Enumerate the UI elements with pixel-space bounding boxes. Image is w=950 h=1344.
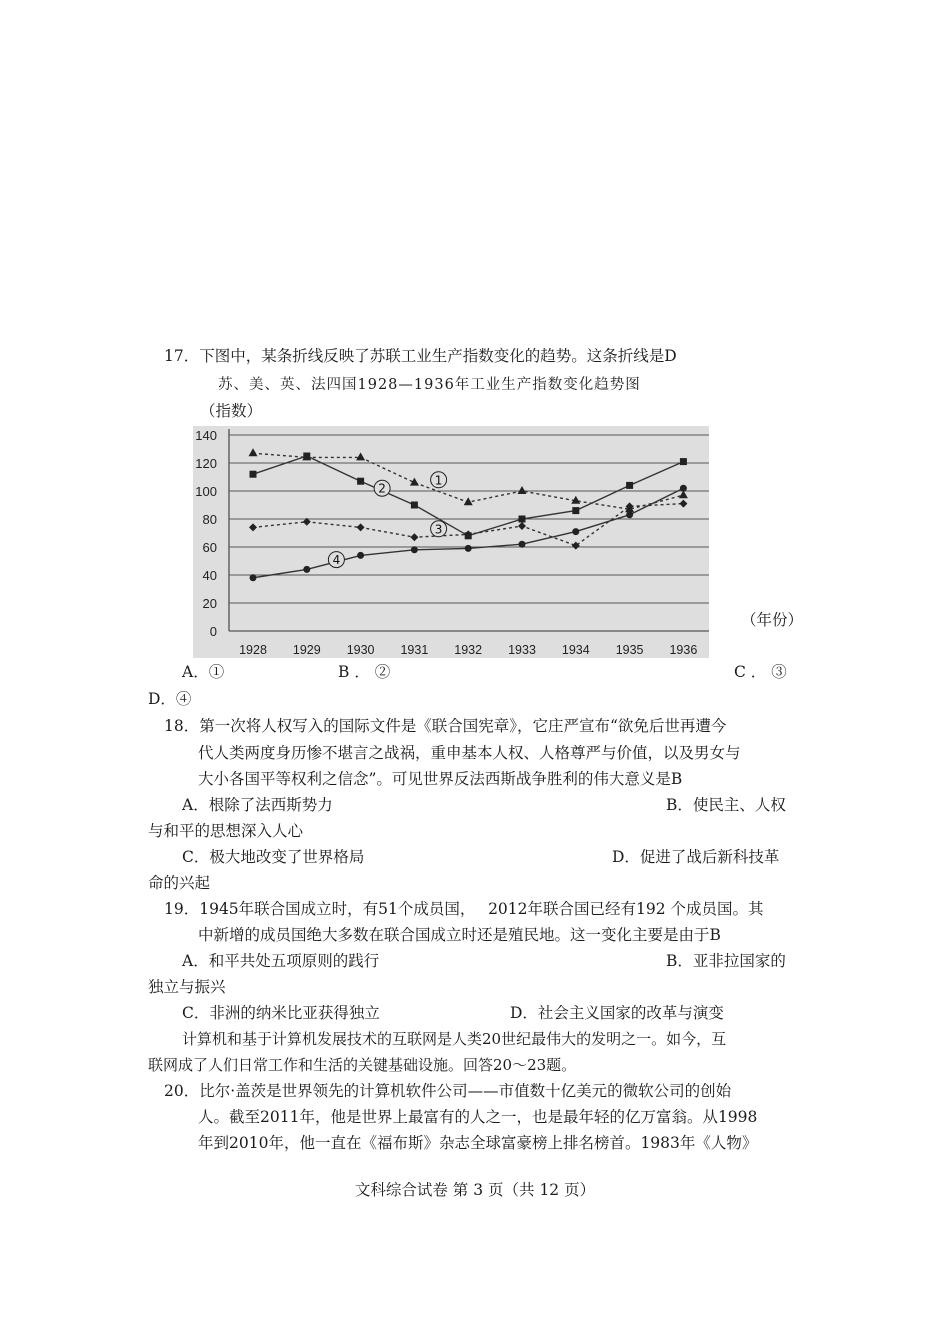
x-tick-label: 1932 bbox=[454, 643, 483, 657]
data-point bbox=[519, 541, 526, 548]
y-tick-label: 0 bbox=[209, 624, 217, 639]
y-tick-label: 140 bbox=[195, 428, 217, 443]
y-tick-label: 80 bbox=[202, 512, 217, 527]
q19-option-b-continued: 独立与振兴 bbox=[148, 978, 226, 996]
data-point bbox=[572, 528, 579, 535]
q18-option-b-continued: 与和平的思想深入人心 bbox=[148, 822, 304, 840]
q18-line-3: 大小各国平等权利之信念”。可见世界反法西斯战争胜利的伟大意义是B bbox=[198, 770, 683, 788]
data-point bbox=[303, 566, 310, 573]
y-tick-label: 20 bbox=[202, 596, 217, 611]
x-tick-label: 1928 bbox=[239, 643, 267, 657]
y-axis-unit: （指数） bbox=[200, 402, 263, 420]
q17-stem: 17．下图中，某条折线反映了苏联工业生产指数变化的趋势。这条折线是D bbox=[164, 347, 677, 365]
data-point bbox=[250, 471, 257, 478]
data-point bbox=[411, 502, 418, 509]
q20-line-2: 人。截至2011年，他是世界上最富有的人之一，也是最年轻的亿万富翁。从1998 bbox=[198, 1108, 758, 1126]
q19-option-d[interactable]: D．社会主义国家的改革与演变 bbox=[510, 1004, 724, 1022]
q18-option-d-continued: 命的兴起 bbox=[148, 874, 211, 892]
passage-line-1: 计算机和基于计算机发展技术的互联网是人类20世纪最伟大的发明之一。如今，互 bbox=[182, 1030, 727, 1048]
x-tick-label: 1931 bbox=[400, 643, 429, 657]
q19-line-1: 19．1945年联合国成立时，有51个成员国， 2012年联合国已经有192 个成员国。其 bbox=[164, 900, 764, 918]
q20-line-3: 年到2010年，他一直在《福布斯》杂志全球富豪榜上排名榜首。1983年《人物》 bbox=[198, 1134, 758, 1152]
series-label: 1 bbox=[434, 473, 443, 488]
data-point bbox=[411, 546, 418, 553]
y-tick-label: 60 bbox=[202, 540, 217, 555]
x-tick-label: 1929 bbox=[292, 643, 321, 657]
industrial-index-chart bbox=[193, 426, 709, 658]
x-axis-unit: （年份） bbox=[741, 611, 804, 629]
page-footer: 文科综合试卷 第 3 页（共 12 页） bbox=[354, 1181, 596, 1199]
data-point bbox=[465, 545, 472, 552]
y-tick-label: 100 bbox=[195, 484, 217, 499]
x-tick-label: 1935 bbox=[615, 643, 644, 657]
data-point bbox=[572, 507, 579, 514]
data-point bbox=[680, 458, 687, 465]
q18-line-2: 代人类两度身历惨不堪言之战祸，重申基本人权、人格尊严与价值，以及男女与 bbox=[198, 744, 741, 762]
q19-option-a[interactable]: A．和平共处五项原则的践行 bbox=[182, 952, 380, 970]
q18-option-d[interactable]: D．促进了战后新科技革 bbox=[612, 848, 780, 866]
x-tick-label: 1934 bbox=[561, 643, 590, 657]
series-label: 3 bbox=[434, 522, 443, 537]
series-label: 4 bbox=[332, 553, 341, 568]
chart-title: 苏、美、英、法四国1928—1936年工业生产指数变化趋势图 bbox=[218, 377, 641, 393]
q17-option-b[interactable]: B ． ② bbox=[338, 663, 391, 681]
q18-line-1: 18．第一次将人权写入的国际文件是《联合国宪章》，它庄严宣布“欲免后世再遭今 bbox=[164, 717, 727, 735]
data-point bbox=[250, 574, 257, 581]
q20-line-1: 20．比尔·盖茨是世界领先的计算机软件公司——市值数十亿美元的微软公司的创始 bbox=[164, 1082, 732, 1100]
data-point bbox=[626, 511, 633, 518]
y-tick-label: 40 bbox=[202, 568, 217, 583]
q19-line-2: 中新增的成员国绝大多数在联合国成立时还是殖民地。这一变化主要是由于B bbox=[198, 926, 721, 944]
q19-option-c[interactable]: C．非洲的纳米比亚获得独立 bbox=[182, 1004, 380, 1022]
q18-option-a[interactable]: A．根除了法西斯势力 bbox=[182, 796, 333, 814]
q17-option-a[interactable]: A．① bbox=[182, 663, 225, 681]
x-tick-label: 1930 bbox=[346, 643, 375, 657]
data-point bbox=[357, 552, 364, 559]
q17-option-c[interactable]: C ． ③ bbox=[734, 663, 787, 681]
data-point bbox=[357, 478, 364, 485]
q17-option-d[interactable]: D．④ bbox=[148, 690, 192, 708]
q19-option-b[interactable]: B．亚非拉国家的 bbox=[666, 952, 786, 970]
q18-option-c[interactable]: C．极大地改变了世界格局 bbox=[182, 848, 365, 866]
data-point bbox=[626, 482, 633, 489]
chart-background bbox=[193, 426, 709, 658]
x-tick-label: 1936 bbox=[669, 643, 698, 657]
data-point bbox=[680, 485, 687, 492]
passage-line-2: 联网成了人们日常工作和生活的关键基础设施。回答20～23题。 bbox=[148, 1056, 577, 1074]
data-point bbox=[303, 453, 310, 460]
q18-option-b[interactable]: B．使民主、人权 bbox=[666, 796, 786, 814]
series-label: 2 bbox=[378, 481, 386, 496]
y-tick-label: 120 bbox=[195, 456, 217, 471]
x-tick-label: 1933 bbox=[508, 643, 536, 657]
data-point bbox=[519, 516, 526, 523]
